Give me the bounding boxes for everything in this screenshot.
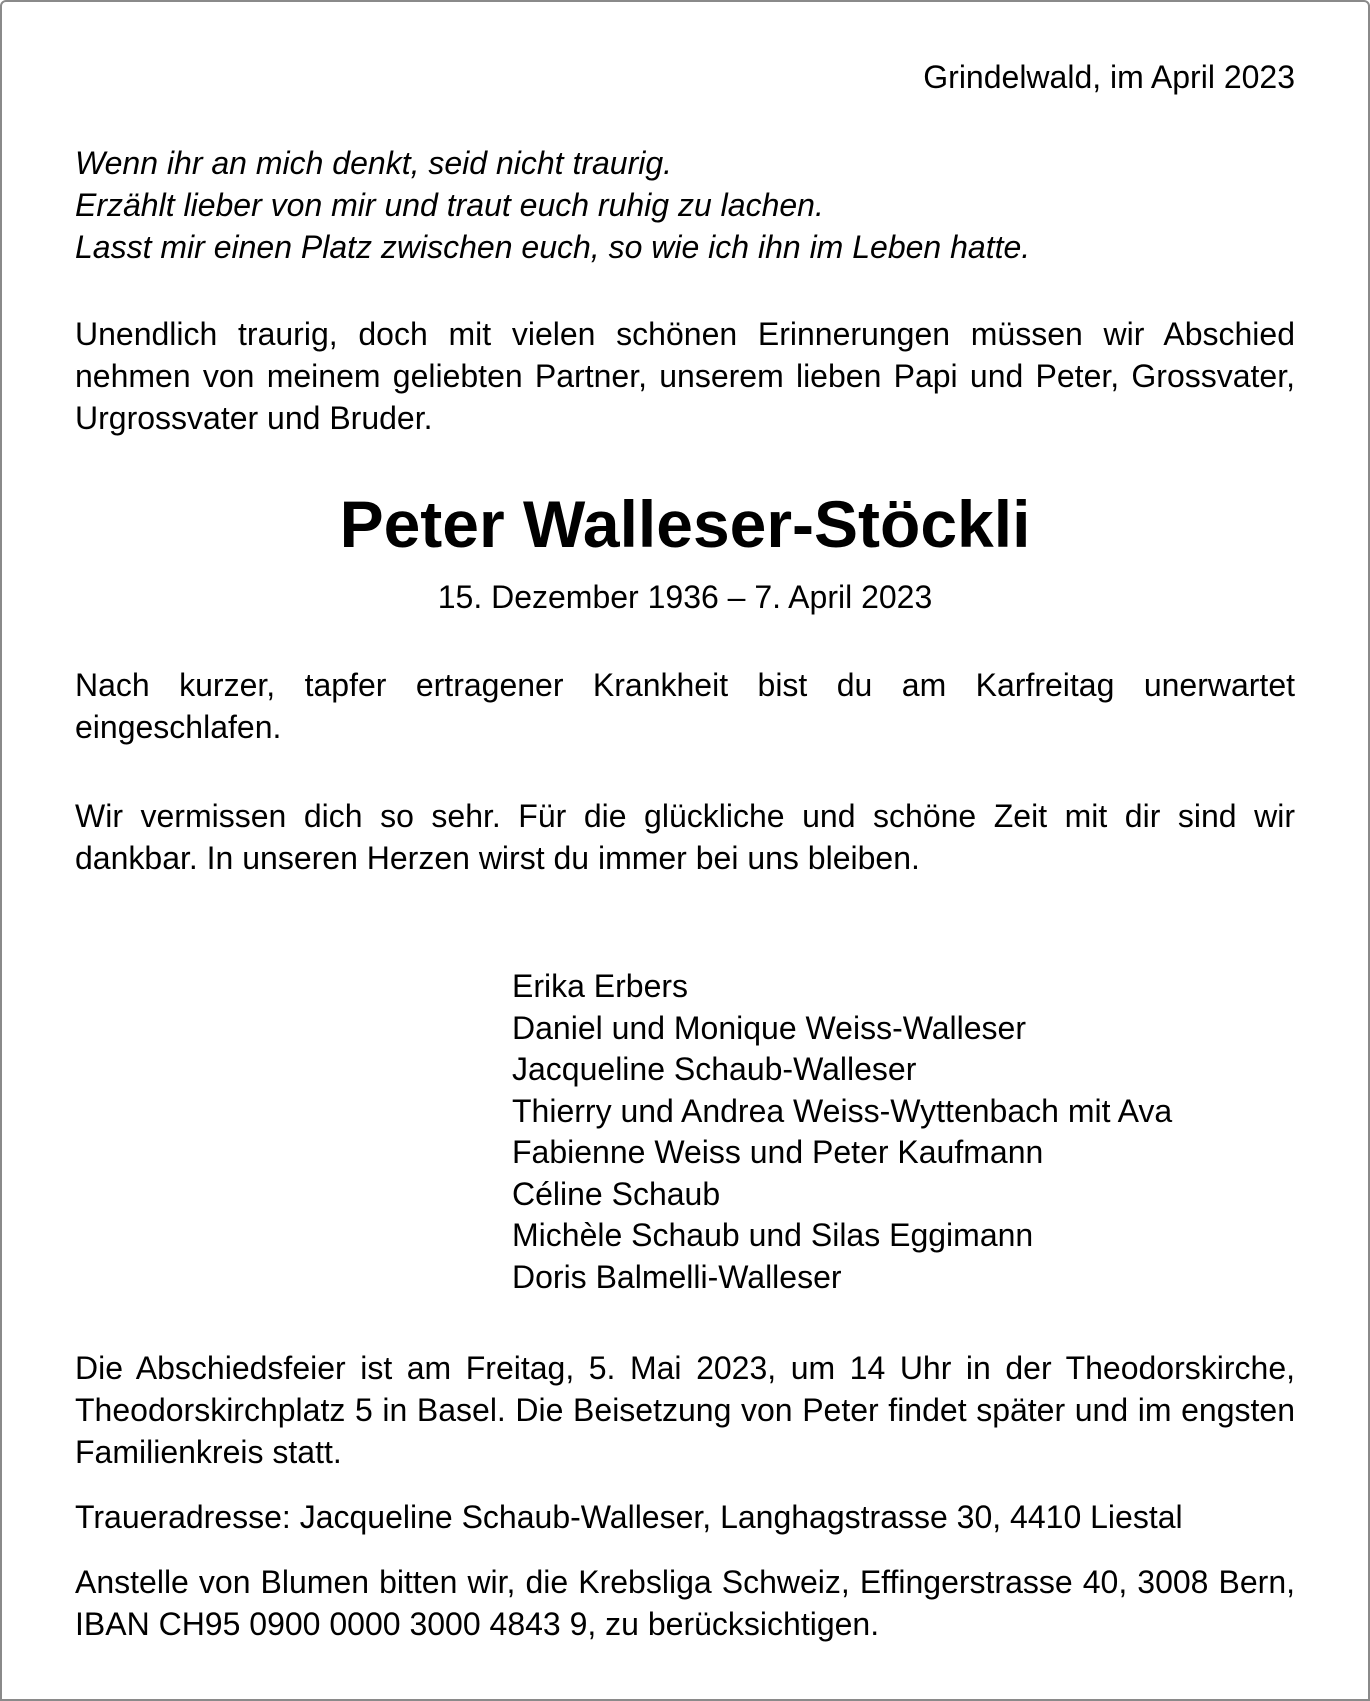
mourners-list [512, 966, 1172, 1298]
deceased-name: Peter Walleser-Stöckli [339, 487, 1031, 561]
dateline: Grindelwald, im April 2023 [923, 59, 1295, 95]
verse-line: Wenn ihr an mich denkt, seid nicht traurig. [75, 145, 673, 181]
mourning-address: Traueradresse: Jacqueline Schaub-Walleser, Langhagstrasse 30, 4410 Liestal [75, 1499, 1183, 1535]
mourner-name: Erika Erbers [512, 968, 689, 1004]
illness-paragraph: Nach kurzer, tapfer ertragener Krankheit bist du am Karfreitag unerwartet eingeschlafen. [75, 667, 1295, 745]
ceremony-paragraph: Die Abschiedsfeier ist am Freitag, 5. Mai 2023, um 14 Uhr in der Theodorskirche, Theodorskirchplatz 5 in Basel. Die Beisetzung von Peter findet später und im engsten Familienkreis statt. [75, 1350, 1295, 1470]
verse-line: Lasst mir einen Platz zwischen euch, so wie ich ihn im Leben hatte. [75, 229, 1031, 265]
mourner-name: Fabienne Weiss und Peter Kaufmann [512, 1134, 1044, 1170]
intro-paragraph: Unendlich traurig, doch mit vielen schönen Erinnerungen müssen wir Abschied nehmen von meinem geliebten Partner, unserem lieben Papi und Peter, Grossvater, Urgrossvater und Bruder. [75, 316, 1295, 436]
verse-line: Erzählt lieber von mir und traut euch ruhig zu lachen. [75, 187, 824, 223]
mourner-name: Michèle Schaub und Silas Eggimann [512, 1217, 1034, 1253]
verse [75, 142, 1295, 268]
mourner-name: Daniel und Monique Weiss-Walleser [512, 1009, 1026, 1046]
donation-paragraph: Anstelle von Blumen bitten wir, die Krebsliga Schweiz, Effingerstrasse 40, 3008 Bern, IBAN CH95 0900 0000 3000 4843 9, zu berücksichtigen. [75, 1564, 1295, 1642]
missing-paragraph: Wir vermissen dich so sehr. Für die glückliche und schöne Zeit mit dir sind wir dankbar. In unseren Herzen wirst du immer bei uns bleiben. [75, 798, 1295, 876]
mourner-name: Doris Balmelli-Walleser [512, 1258, 842, 1295]
mourner-name: Jacqueline Schaub-Walleser [512, 1051, 917, 1087]
life-dates: 15. Dezember 1936 – 7. April 2023 [437, 579, 933, 615]
mourner-name: Thierry und Andrea Weiss-Wyttenbach mit Ava [512, 1092, 1173, 1129]
mourner-name: Céline Schaub [512, 1175, 721, 1212]
